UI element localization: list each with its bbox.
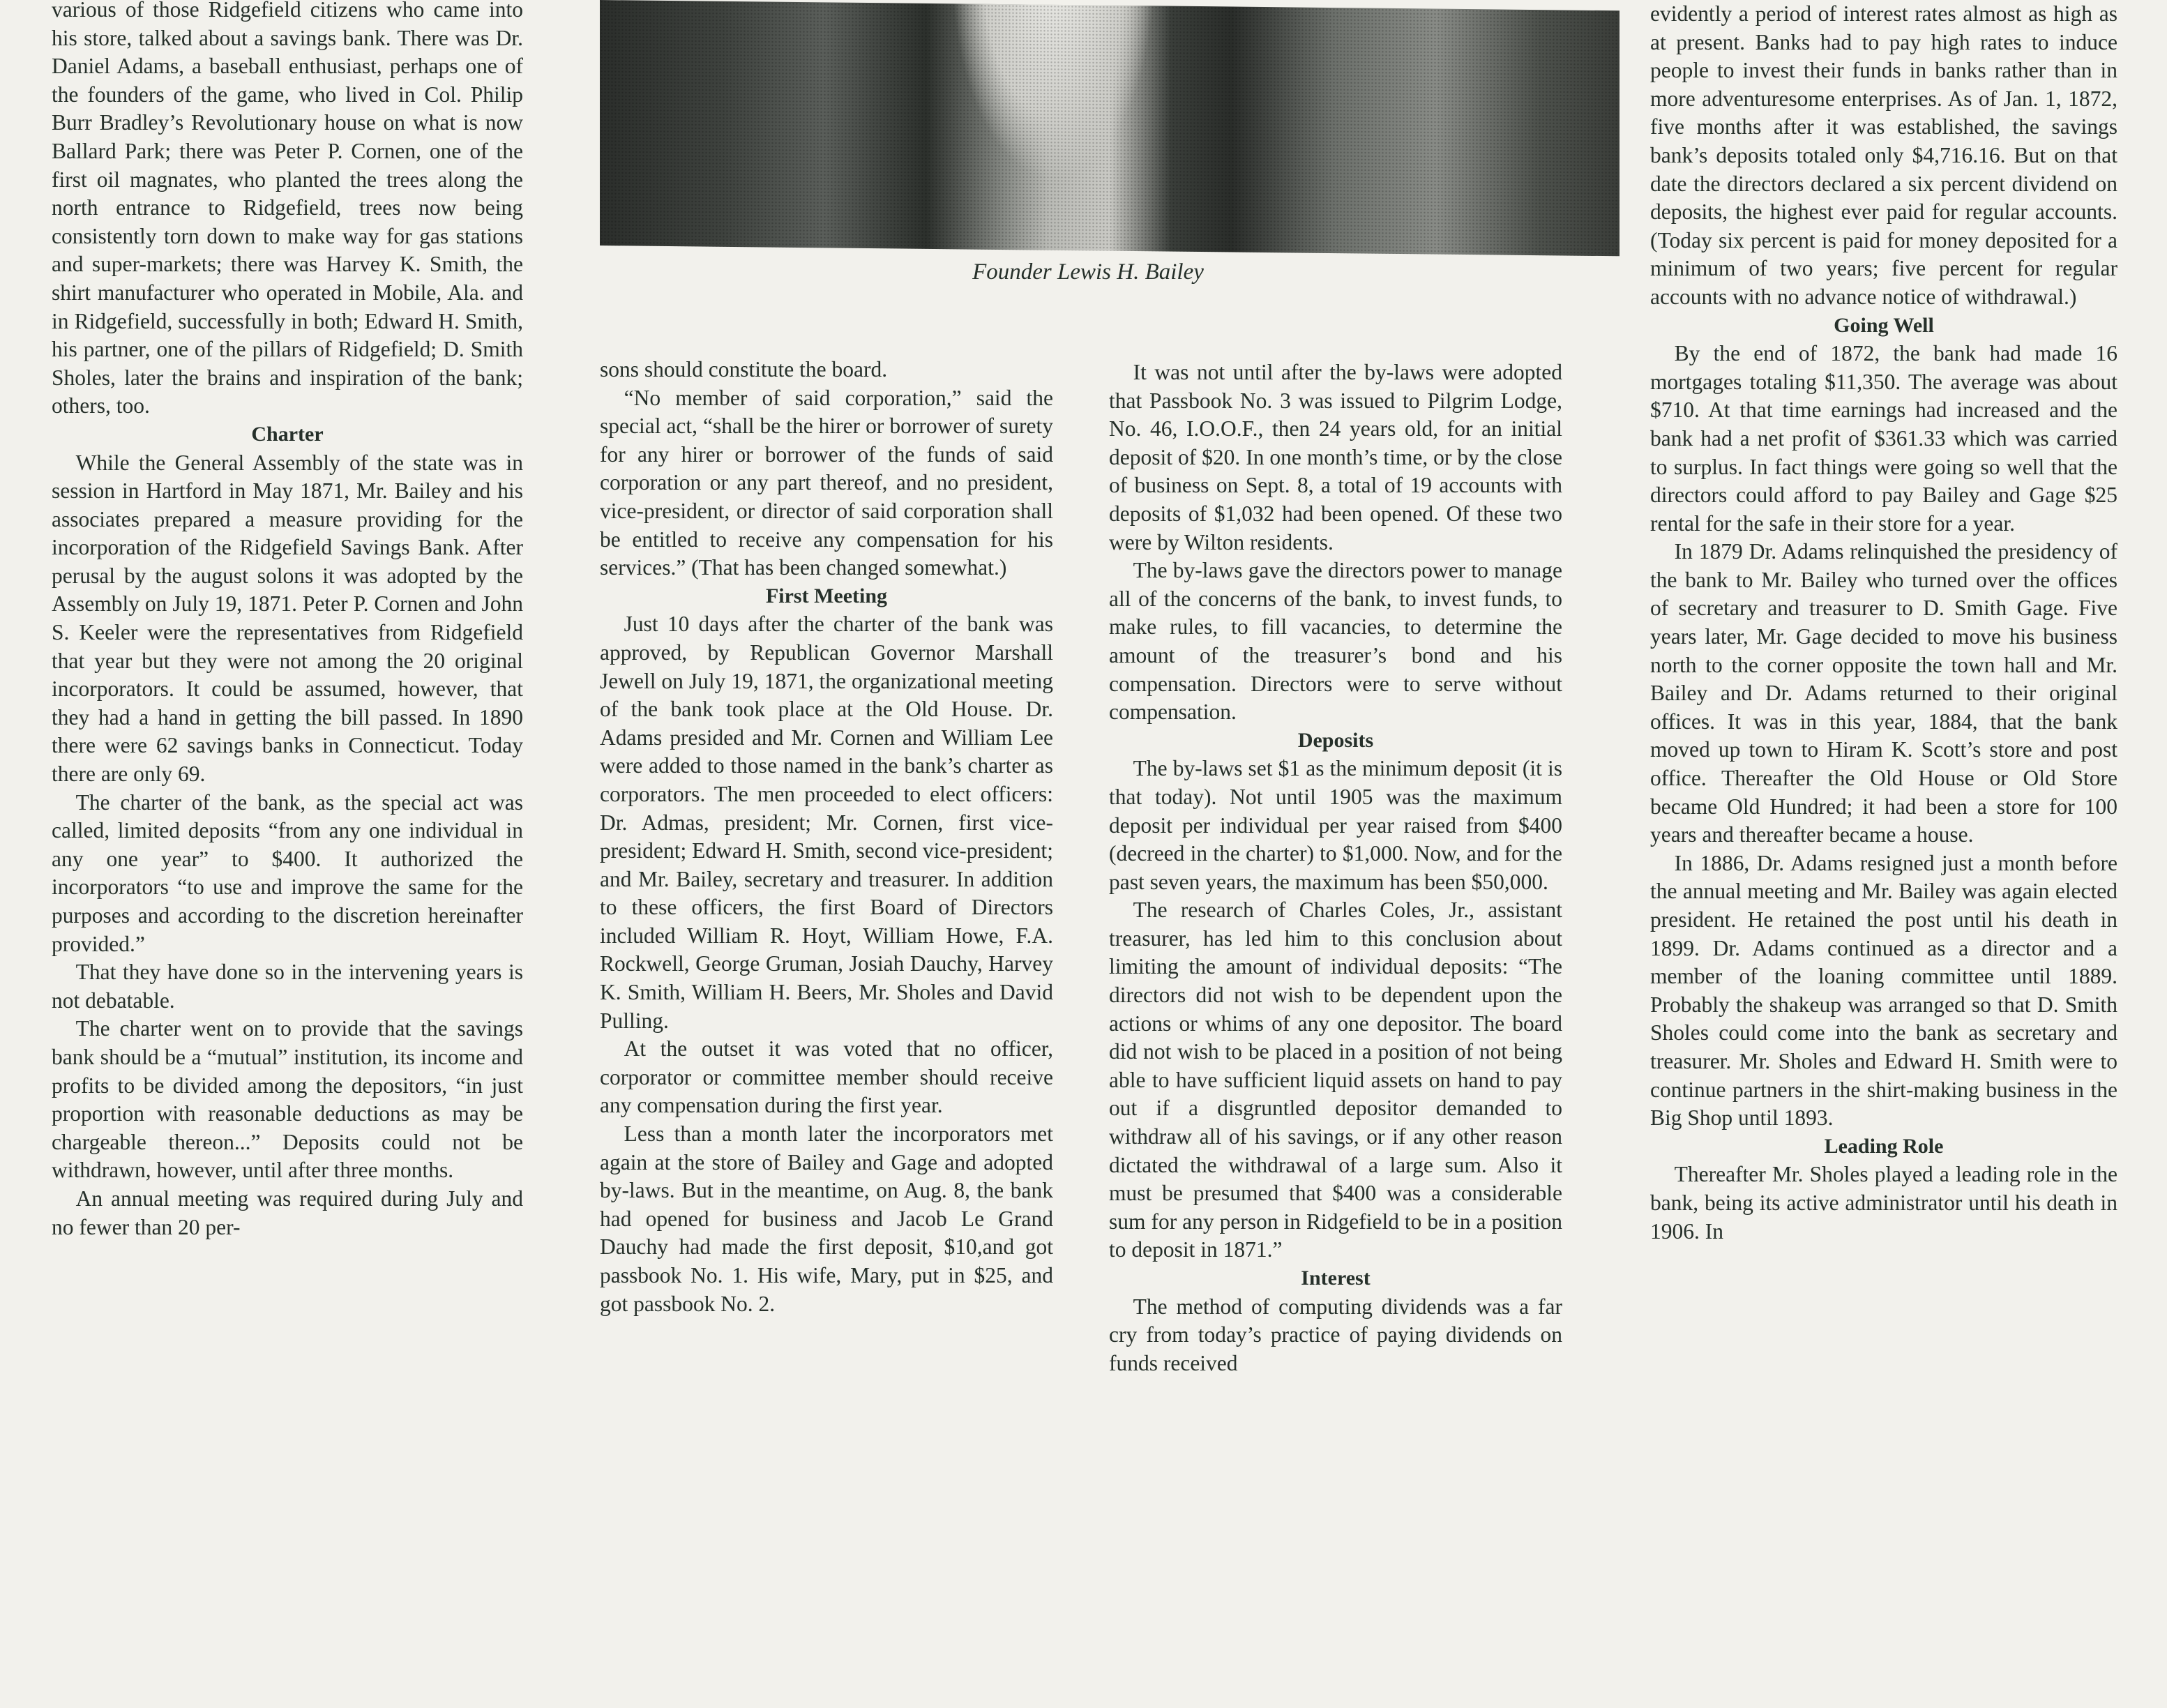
- article-column-4: [1650, 0, 2117, 1246]
- paragraph: The charter went on to provide that the savings bank should be a “mutual” institution, its income and profits to be divided among the depositors, “in just proportion with reasonable deductions as may be chargeable thereon...” Deposits could not be withdrawn, however, until after three months.: [52, 1016, 523, 1183]
- paragraph: The research of Charles Coles, Jr., assistant treasurer, has led him to this conclusion about limiting the amount of individual deposits: “The directors did not wish to be dependent upon the actions or whims of any one depositor. The board did not wish to be placed in a position of not being able to have sufficient liquid assets on hand to pay out if a disgruntled depositor demanded to withdraw all of his savings, or if any other reason dictated the withdrawal of a large sum. Also it must be presumed that $400 was a considerable sum for any person in Ridgefield to be in a position to deposit in 1871.”: [1109, 898, 1562, 1262]
- section-heading-interest: Interest: [1301, 1267, 1371, 1290]
- paragraph: While the General Assembly of the state was in session in Hartford in May 1871, Mr. Bailey and his associates prepared a measure providing for the incorporation of the Ridgefield Savings Bank. After perusal by the august solons it was adopted by the Assembly on July 19, 1871. Peter P. Cornen and John S. Keeler were the representatives from Ridgefield that year but they were not among the 20 original incorporators. It could be assumed, however, that they had a hand in getting the bill passed. In 1890 there were 62 savings banks in Connecticut. Today there are only 69.: [52, 450, 523, 787]
- section-heading-leading-role: Leading Role: [1824, 1134, 1944, 1158]
- photo-caption: Founder Lewis H. Bailey: [972, 259, 1204, 285]
- founder-portrait-photo: [600, 0, 1619, 256]
- paragraph: “No member of said corporation,” said the special act, “shall be the hirer or borrower of surety for any hirer or borrower of the funds of said corporation or any part thereof, and no president, vice-president, or director of said corporation shall be entitled to receive any compensation for his services.” (That has been changed somewhat.): [600, 385, 1053, 580]
- paragraph: Thereafter Mr. Sholes played a leading role in the bank, being its active administrator until his death in 1906. In: [1650, 1162, 2117, 1244]
- paragraph: That they have done so in the intervening years is not debatable.: [52, 960, 523, 1013]
- section-heading-deposits: Deposits: [1297, 728, 1374, 752]
- paragraph: sons should constitute the board.: [600, 357, 888, 381]
- paragraph: The charter of the bank, as the special act was called, limited deposits “from any one individual in any one year” to $400. It authorized the incorporators “to use and improve the same for the purposes and according to the discretion hereinafter provided.”: [52, 789, 523, 956]
- section-heading-going-well: Going Well: [1834, 313, 1934, 337]
- paragraph: various of those Ridgefield citizens who came into his store, talked about a savings bank. There was Dr. Daniel Adams, a baseball enthusiast, perhaps one of the founders of the game, who lived in Col. Philip Burr Bradley’s Revolutionary house on what is now Ballard Park; there was Peter P. Cornen, one of the first oil magnates, who planted the trees along the north entrance to Ridgefield, trees now being consistently torn down to make way for gas stations and super-markets; there was Harvey K. Smith, the shirt manufacturer who operated in Mobile, Ala. and in Ridgefield, successfully in both; Edward H. Smith, his partner, one of the pillars of Ridgefield; D. Smith Sholes, later the brains and inspiration of the bank; others, too.: [52, 0, 523, 418]
- paragraph: It was not until after the by-laws were adopted that Passbook No. 3 was issued to Pilgrim Lodge, No. 46, I.O.O.F., then 24 years old, for an initial deposit of $20. In one month’s time, or by the close of business on Sept. 8, a total of 19 accounts with deposits of $1,032 had been opened. Of these two were by Wilton residents.: [1109, 360, 1562, 554]
- paragraph: In 1879 Dr. Adams relinquished the presidency of the bank to Mr. Bailey who turned over the offices of secretary and treasurer to D. Smith Gage. Five years later, Mr. Gage decided to move his business north to the corner opposite the town hall and Mr. Bailey and Dr. Adams returned to their original offices. It was in this year, 1884, that the bank moved up town to Hiram K. Scott’s store and post office. Thereafter the Old House or Old Store became Old Hundred; it had been a store for 100 years and thereafter became a house.: [1650, 539, 2117, 847]
- paragraph: By the end of 1872, the bank had made 16 mortgages totaling $11,350. The average was about $710. At that time earnings had increased and the bank had a net profit of $361.33 which was carried to surplus. In fact things were going so well that the directors could afford to pay Bailey and Gage $25 rental for the safe in their store for a year.: [1650, 341, 2117, 536]
- section-heading-charter: Charter: [251, 422, 324, 446]
- paragraph: An annual meeting was required during July and no fewer than 20 per-: [52, 1186, 523, 1239]
- paragraph: Just 10 days after the charter of the bank was approved, by Republican Governor Marshall Jewell on July 19, 1871, the organizational meeting of the bank took place at the Old House. Dr. Adams presided and Mr. Cornen and William Lee were added to those named in the bank’s charter as corporators. The men proceeded to elect officers: Dr. Admas, president; Mr. Cornen, first vice-president; Edward H. Smith, second vice-president; and Mr. Bailey, secretary and treasurer. In addition to these officers, the first Board of Directors included William R. Hoyt, William Howe, F.A. Rockwell, George Gruman, Josiah Dauchy, Harvey K. Smith, William H. Beers, Mr. Sholes and David Pulling.: [600, 612, 1053, 1033]
- paragraph: The by-laws gave the directors power to manage all of the concerns of the bank, to invest funds, to make rules, to fill vacancies, to determine the amount of the treasurer’s bond and his compensation. Directors were to serve without compensation.: [1109, 558, 1562, 725]
- paragraph: In 1886, Dr. Adams resigned just a month before the annual meeting and Mr. Bailey was again elected president. He retained the post until his death in 1899. Dr. Adams continued as a director and a member of the loaning committee until 1889. Probably the shakeup was arranged so that D. Smith Sholes could come into the bank as secretary and treasurer. Mr. Sholes and Edward H. Smith were to continue partners in the shirt-making business in the Big Shop until 1893.: [1650, 850, 2117, 1131]
- paragraph: The method of computing dividends was a far cry from today’s practice of paying dividends on funds received: [1109, 1294, 1562, 1375]
- paragraph: The by-laws set $1 as the minimum deposit (it is that today). Not until 1905 was the maximum deposit per individual per year raised from $400 (decreed in the charter) to $1,000. Now, and for the past seven years, the maximum has been $50,000.: [1109, 756, 1562, 894]
- article-column-2: [600, 356, 1053, 1318]
- paragraph: evidently a period of interest rates almost as high as at present. Banks had to pay high rates to induce people to invest their funds in banks rather than in more adventuresome enterprises. As of Jan. 1, 1872, five months after it was established, the savings bank’s deposits totaled only $4,716.16. But on that date the directors declared a six percent dividend on deposits, the highest ever paid for regular accounts. (Today six percent is paid for money deposited for a minimum of two years; five percent for regular accounts with no advance notice of withdrawal.): [1650, 1, 2117, 309]
- section-heading-first-meeting: First Meeting: [765, 584, 888, 607]
- article-column-3: [1109, 358, 1562, 1377]
- paragraph: Less than a month later the incorporators met again at the store of Bailey and Gage and adopted by-laws. But in the meantime, on Aug. 8, the bank had opened for business and Jacob Le Grand Dauchy had made the first deposit, $10,and got passbook No. 1. His wife, Mary, put in $25, and got passbook No. 2.: [600, 1121, 1053, 1316]
- article-column-1: [52, 0, 523, 1241]
- paragraph: At the outset it was voted that no officer, corporator or committee member should receive any compensation during the first year.: [600, 1036, 1053, 1118]
